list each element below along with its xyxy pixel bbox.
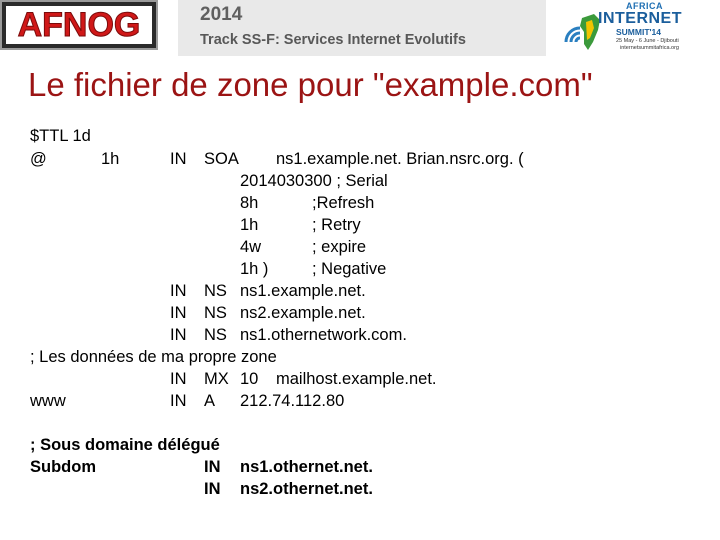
soa-owner: @	[30, 150, 47, 168]
ns1-type: NS	[204, 282, 227, 300]
summit-year-text: SUMMIT'14	[616, 27, 661, 37]
soa-expire-value: 4w	[240, 238, 262, 256]
ns2-class: IN	[170, 304, 187, 322]
soa-refresh-value: 8h	[240, 194, 259, 212]
mx-type: MX	[204, 370, 229, 388]
ns2-value: ns2.example.net.	[240, 304, 366, 322]
soa-retry-value: 1h	[240, 216, 259, 234]
subdom-owner: Subdom	[30, 458, 96, 476]
subdom-ns1-class: IN	[204, 458, 221, 476]
ns3-value: ns1.othernetwork.com.	[240, 326, 407, 344]
mx-value: mailhost.example.net.	[276, 370, 437, 388]
afnog-logo	[0, 0, 158, 50]
data-comment: ; Les données de ma propre zone	[30, 348, 277, 366]
soa-ttl: 1h	[101, 150, 120, 168]
subdomain-comment: ; Sous domaine délégué	[30, 436, 220, 454]
header-banner	[0, 0, 720, 56]
summit-africa-text: AFRICA	[626, 1, 663, 11]
header-year: 2014	[200, 4, 243, 25]
soa-retry-comment: ; Retry	[312, 216, 361, 234]
mx-class: IN	[170, 370, 187, 388]
afnog-logo-text: AFNOG	[17, 6, 141, 44]
soa-class: IN	[170, 150, 187, 168]
soa-serial: 2014030300 ; Serial	[240, 172, 388, 190]
ns3-type: NS	[204, 326, 227, 344]
www-class: IN	[170, 392, 187, 410]
summit-dates-text: 25 May - 6 June - Djibouti	[616, 38, 679, 44]
slide-title: Le fichier de zone pour "example.com"	[28, 66, 593, 103]
ttl-line: $TTL 1d	[30, 127, 91, 145]
summit-url-text: internetsummitafrica.org	[620, 45, 679, 51]
soa-refresh-comment: ;Refresh	[312, 194, 375, 212]
soa-expire-comment: ; expire	[312, 238, 367, 256]
subdom-ns1-value: ns1.othernet.net.	[240, 458, 373, 476]
subdom-ns2-value: ns2.othernet.net.	[240, 480, 373, 498]
www-owner: www	[30, 392, 66, 410]
ns3-class: IN	[170, 326, 187, 344]
mx-priority: 10	[240, 370, 259, 388]
soa-type: SOA	[204, 150, 239, 168]
www-value: 212.74.112.80	[240, 392, 345, 410]
header-track: Track SS-F: Services Internet Evolutifs	[200, 32, 466, 48]
soa-negative-value: 1h )	[240, 260, 269, 278]
ns1-class: IN	[170, 282, 187, 300]
summit-internet-text: INTERNET	[598, 10, 682, 27]
subdom-ns2-class: IN	[204, 480, 221, 498]
www-type: A	[204, 392, 216, 410]
ns2-type: NS	[204, 304, 227, 322]
soa-mname-rname: ns1.example.net. Brian.nsrc.org. (	[276, 150, 524, 168]
soa-negative-comment: ; Negative	[312, 260, 387, 278]
ns1-value: ns1.example.net.	[240, 282, 366, 300]
